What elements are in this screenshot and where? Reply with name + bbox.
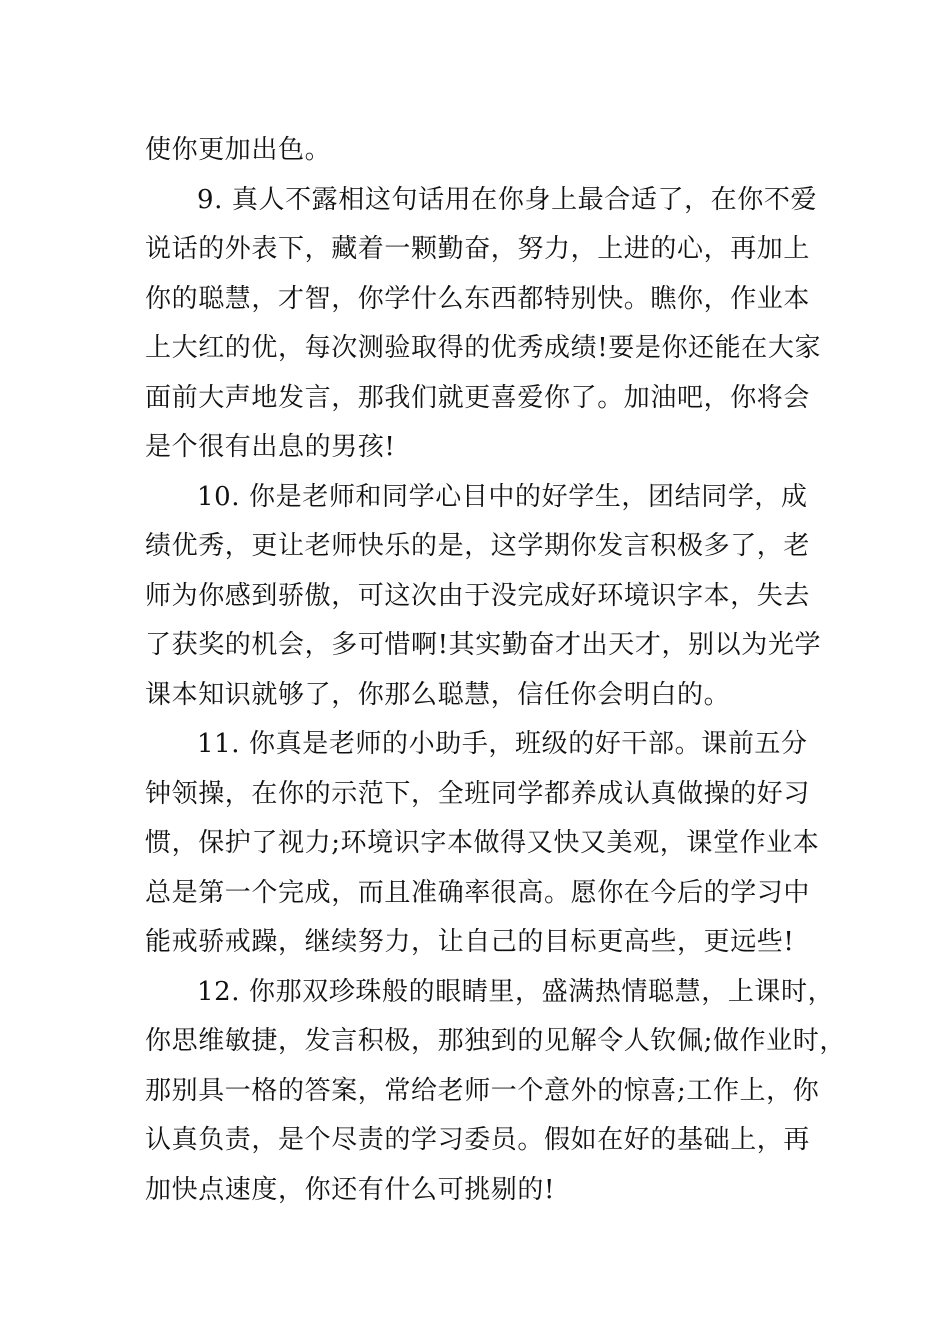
paragraph-line: 使你更加出色。 <box>145 135 332 165</box>
paragraph-line: 认真负责，是个尽责的学习委员。假如在好的基础上，再 <box>145 1125 811 1155</box>
paragraph-line: 说话的外表下，藏着一颗勤奋，努力，上进的心，再加上 <box>145 234 811 264</box>
paragraph-line: 加快点速度，你还有什么可挑剔的! <box>145 1174 556 1205</box>
paragraph-line: 钟领操，在你的示范下，全班同学都养成认真做操的好习 <box>145 778 811 809</box>
paragraph-line: 你的聪慧，才智，你学什么东西都特别快。瞧你，作业本 <box>145 283 811 314</box>
paragraph-line: 能戒骄戒躁，继续努力，让自己的目标更高些，更远些! <box>145 927 795 957</box>
paragraph-line: 总是第一个完成，而且准确率很高。愿你在今后的学习中 <box>145 877 811 908</box>
document-page <box>145 126 846 1215</box>
paragraph-line: 师为你感到骄傲，可这次由于没完成好环境识字本，失去 <box>145 580 811 611</box>
paragraph-line: 9. 真人不露相这句话用在你身上最合适了，在你不爱 <box>197 184 818 215</box>
paragraph-line: 11. 你真是老师的小助手，班级的好干部。课前五分 <box>197 729 808 759</box>
paragraph-line: 10. 你是老师和同学心目中的好学生，团结同学，成 <box>197 481 808 512</box>
paragraph-line: 了获奖的机会，多可惜啊!其实勤奋才出天才，别以为光学 <box>145 630 822 660</box>
paragraph-line: 你思维敏捷，发言积极，那独到的见解令人钦佩;做作业时， <box>145 1026 846 1056</box>
paragraph-line: 绩优秀，更让老师快乐的是，这学期你发言积极多了，老 <box>145 531 811 561</box>
paragraph-line: 12. 你那双珍珠般的眼睛里，盛满热情聪慧，上课时， <box>197 976 835 1007</box>
paragraph-line: 那别具一格的答案，常给老师一个意外的惊喜;工作上，你 <box>145 1075 820 1106</box>
paragraph-line: 惯，保护了视力;环境识字本做得又快又美观，课堂作业本 <box>145 828 820 858</box>
paragraph-line: 上大红的优，每次测验取得的优秀成绩!要是你还能在大家 <box>145 333 822 363</box>
paragraph-line: 课本知识就够了，你那么聪慧，信任你会明白的。 <box>145 679 731 710</box>
paragraph-line: 面前大声地发言，那我们就更喜爱你了。加油吧，你将会 <box>145 382 811 413</box>
paragraph-line: 是个很有出息的男孩! <box>145 432 396 462</box>
